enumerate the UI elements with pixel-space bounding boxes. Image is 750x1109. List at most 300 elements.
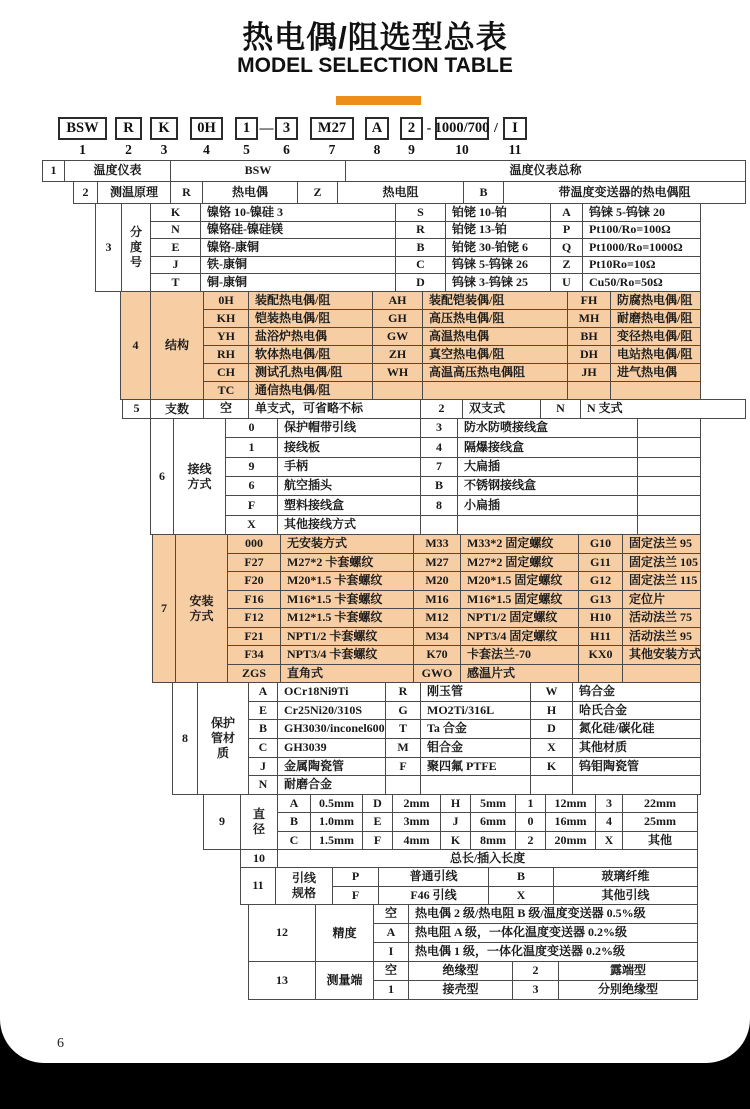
row-number-cell: 1 xyxy=(42,160,65,182)
table-cell: 22mm xyxy=(622,794,698,813)
table-cell: M16 xyxy=(413,590,461,609)
table-cell: 25mm xyxy=(622,812,698,832)
table-cell: 哈氏合金 xyxy=(572,701,701,720)
table-cell: 无安装方式 xyxy=(280,534,414,554)
table-cell: A xyxy=(550,203,583,222)
model-code-box: 3 xyxy=(275,117,298,140)
row-number-cell: 4 xyxy=(120,291,151,400)
row-number-cell: 10 xyxy=(240,849,278,868)
table-cell: 钨铼 3-钨铼 25 xyxy=(445,273,551,292)
label-line: 结构 xyxy=(164,338,189,352)
table-cell: W xyxy=(530,682,573,702)
row-label-cell xyxy=(275,867,333,905)
table-cell: 软体热电偶/阻 xyxy=(248,345,373,364)
table-cell: M33 xyxy=(413,534,461,554)
table-cell: M12*1.5 卡套螺纹 xyxy=(280,608,414,628)
table-cell: F27 xyxy=(227,553,281,572)
label-line: 方式 xyxy=(189,608,214,623)
table-cell: 聚四氟 PTFE xyxy=(420,757,531,776)
table-cell: C xyxy=(248,738,278,758)
label-line: 规格 xyxy=(291,886,316,900)
code-separator: - xyxy=(426,120,432,136)
row-number-cell: 3 xyxy=(95,203,122,292)
table-cell: 6 xyxy=(225,476,278,496)
table-cell: 3 xyxy=(595,794,623,813)
table-cell: B xyxy=(488,867,554,887)
table-cell: FH xyxy=(567,291,611,310)
table-cell: M16*1.5 卡套螺纹 xyxy=(280,590,414,609)
table-cell: 1 xyxy=(515,794,546,813)
table-cell: I xyxy=(373,942,409,962)
table-cell: H10 xyxy=(578,608,623,628)
model-code-box: 0H xyxy=(190,117,223,140)
table-cell: DH xyxy=(567,345,611,364)
table-cell: B xyxy=(420,476,458,496)
label-line: 管材 xyxy=(210,731,235,745)
accent-bar xyxy=(336,96,421,105)
table-cell: 7 xyxy=(420,457,458,477)
row-label-cell xyxy=(175,534,228,683)
table-cell: 隔爆接线盒 xyxy=(457,437,638,458)
table-cell: 钨钼陶瓷管 xyxy=(572,757,701,776)
model-code-position-number: 3 xyxy=(160,142,168,157)
table-cell: N xyxy=(248,775,278,795)
table-cell: A xyxy=(248,682,278,702)
table-cell: 4 xyxy=(595,812,623,832)
model-code-position-number: 10 xyxy=(455,142,469,157)
table-cell: G xyxy=(385,701,421,720)
table-cell: 铜-康铜 xyxy=(200,273,396,292)
table-cell: GH3030/inconel600 xyxy=(277,719,386,739)
table-cell: Q xyxy=(550,238,583,257)
table-cell: T xyxy=(150,273,201,292)
table-cell: G12 xyxy=(578,571,623,591)
table-cell: 热电阻 A 级，一体化温度变送器 0.2%级 xyxy=(408,923,698,943)
table-cell: X xyxy=(595,831,623,850)
table-cell: 空 xyxy=(373,904,409,924)
page-subtitle: MODEL SELECTION TABLE xyxy=(237,54,513,77)
table-cell: K xyxy=(530,757,573,776)
table-cell: F21 xyxy=(227,627,281,646)
table-cell: G13 xyxy=(578,590,623,609)
table-cell: M20*1.5 卡套螺纹 xyxy=(280,571,414,591)
table-cell: 铂铑 30-铂铑 6 xyxy=(445,238,551,257)
table-cell: B xyxy=(248,719,278,739)
page-number: 6 xyxy=(57,1036,64,1051)
table-cell: OCr18Ni9Ti xyxy=(277,682,386,702)
model-code-box: 1 xyxy=(235,117,258,140)
table-cell: M20*1.5 固定螺纹 xyxy=(460,571,579,591)
table-cell: 铂铑 10-铂 xyxy=(445,203,551,222)
table-cell: 2 xyxy=(512,961,559,981)
table-cell: GH3039 xyxy=(277,738,386,758)
label-line: 分 xyxy=(129,225,142,239)
table-cell: 装配铠装偶/阻 xyxy=(422,291,568,310)
table-cell: M16*1.5 固定螺纹 xyxy=(460,590,579,609)
table-cell: 感温片式 xyxy=(460,664,579,683)
table-cell: F12 xyxy=(227,608,281,628)
table-cell: 保护帽带引线 xyxy=(277,418,421,438)
table-cell: 铠装热电偶/阻 xyxy=(248,309,373,328)
table-cell: 钨铼 5-钨铼 26 xyxy=(445,256,551,274)
table-cell: H xyxy=(530,701,573,720)
model-code-position-number: 7 xyxy=(328,142,336,157)
table-cell: H xyxy=(440,794,471,813)
table-cell: AH xyxy=(372,291,423,310)
table-cell: 热电偶 xyxy=(202,181,298,204)
table-cell: X xyxy=(225,515,278,535)
table-cell: K70 xyxy=(413,645,461,665)
row-number-cell: 11 xyxy=(240,867,276,905)
table-cell: E xyxy=(248,701,278,720)
row-label-cell xyxy=(150,291,204,400)
table-cell: 000 xyxy=(227,534,281,554)
table-cell: 塑料接线盒 xyxy=(277,495,421,516)
table-cell: 固定法兰 95 xyxy=(622,534,701,554)
table-cell: ZH xyxy=(372,345,423,364)
table-cell: 钨铼 5-钨铼 20 xyxy=(582,203,701,222)
table-cell: 双支式 xyxy=(462,399,541,419)
table-cell: N 支式 xyxy=(580,399,746,419)
row-label-cell xyxy=(315,904,374,962)
table-cell: R xyxy=(385,682,421,702)
table-cell: B xyxy=(277,812,311,832)
table-cell: GH xyxy=(372,309,423,328)
table-cell: E xyxy=(362,812,393,832)
model-code-position-number: 2 xyxy=(125,142,132,157)
table-cell: NPT3/4 固定螺纹 xyxy=(460,627,579,646)
table-cell: 温度仪表总称 xyxy=(345,160,746,182)
table-cell: G10 xyxy=(578,534,623,554)
table-cell: 16mm xyxy=(545,812,596,832)
row-number-cell: 12 xyxy=(248,904,316,962)
table-cell: 热电偶 1 级，一体化温度变送器 0.2%级 xyxy=(408,942,698,962)
page-title: 热电偶/阻选型总表 xyxy=(242,20,508,55)
table-cell: Z xyxy=(297,181,338,204)
table-cell xyxy=(420,775,531,795)
table-cell: M27*2 卡套螺纹 xyxy=(280,553,414,572)
table-cell: 温度仪表 xyxy=(64,160,171,182)
table-cell: 0H xyxy=(203,291,249,310)
table-cell xyxy=(637,418,701,438)
table-cell: C xyxy=(277,831,311,850)
model-code-position-number: 11 xyxy=(508,142,522,157)
table-cell: 接壳型 xyxy=(408,980,513,1000)
row-label-cell xyxy=(121,203,151,292)
table-cell: 耐磨热电偶/阻 xyxy=(610,309,701,328)
table-cell: 钨合金 xyxy=(572,682,701,702)
label-line: 保护 xyxy=(210,716,235,730)
row-number-cell: 2 xyxy=(73,181,98,204)
row-label-cell xyxy=(197,682,249,795)
table-cell: D xyxy=(362,794,393,813)
table-cell: 空 xyxy=(203,399,249,419)
table-cell: 高温热电偶 xyxy=(422,327,568,346)
row-number-cell: 13 xyxy=(248,961,316,1000)
table-cell: JH xyxy=(567,363,611,382)
table-cell: M12 xyxy=(413,608,461,628)
table-cell: 固定法兰 105 xyxy=(622,553,701,572)
table-cell: 防水防喷接线盒 xyxy=(457,418,638,438)
table-cell: 小扁插 xyxy=(457,495,638,516)
table-cell: Pt1000/Ro=1000Ω xyxy=(582,238,701,257)
table-cell: MH xyxy=(567,309,611,328)
model-code-box: M27 xyxy=(310,117,354,140)
table-cell: T xyxy=(385,719,421,739)
table-cell: 20mm xyxy=(545,831,596,850)
table-cell: N xyxy=(150,221,201,239)
table-cell: J xyxy=(248,757,278,776)
table-cell: U xyxy=(550,273,583,292)
table-cell: 不锈钢接线盒 xyxy=(457,476,638,496)
table-cell: 单支式，可省略不标 xyxy=(248,399,421,419)
table-cell: 8 xyxy=(420,495,458,516)
model-code-box: 1000/700 xyxy=(435,117,489,140)
row-label-cell xyxy=(315,961,374,1000)
table-cell: Pt100/Ro=100Ω xyxy=(582,221,701,239)
table-cell: H11 xyxy=(578,627,623,646)
model-code-position-number: 4 xyxy=(203,142,210,157)
table-cell: 1.0mm xyxy=(310,812,363,832)
table-cell: A xyxy=(277,794,311,813)
table-cell: BH xyxy=(567,327,611,346)
label-line: 直 xyxy=(252,807,265,821)
model-code-box: R xyxy=(115,117,142,140)
label-line: 引线 xyxy=(291,871,316,885)
table-cell: 高温高压热电偶阻 xyxy=(422,363,568,382)
label-line: 测量端 xyxy=(326,973,363,987)
table-cell: WH xyxy=(372,363,423,382)
table-cell: 1 xyxy=(373,980,409,1000)
model-code-position-number: 1 xyxy=(79,142,86,157)
table-cell: 刚玉管 xyxy=(420,682,531,702)
table-cell xyxy=(530,775,573,795)
table-cell: 测试孔热电偶/阻 xyxy=(248,363,373,382)
table-cell: NPT3/4 卡套螺纹 xyxy=(280,645,414,665)
table-cell: F20 xyxy=(227,571,281,591)
table-cell: K xyxy=(150,203,201,222)
table-cell: 其他 xyxy=(622,831,698,850)
table-cell: D xyxy=(530,719,573,739)
table-cell: 活动法兰 95 xyxy=(622,627,701,646)
table-cell: 航空插头 xyxy=(277,476,421,496)
table-cell: 12mm xyxy=(545,794,596,813)
model-code-box: 2 xyxy=(400,117,423,140)
table-cell: G11 xyxy=(578,553,623,572)
table-cell: P xyxy=(332,867,379,887)
table-cell: S xyxy=(395,203,446,222)
table-cell: 手柄 xyxy=(277,457,421,477)
table-cell: Cr25Ni20/310S xyxy=(277,701,386,720)
table-cell xyxy=(572,775,701,795)
table-cell: M27*2 固定螺纹 xyxy=(460,553,579,572)
model-code-box: I xyxy=(503,117,527,140)
row-number-cell: 5 xyxy=(122,399,151,419)
table-cell xyxy=(637,495,701,516)
table-cell: F xyxy=(385,757,421,776)
model-code-box: BSW xyxy=(58,117,107,140)
table-cell: 镍铬 10-镍硅 3 xyxy=(200,203,396,222)
table-cell: 防腐热电偶/阻 xyxy=(610,291,701,310)
table-cell xyxy=(637,515,701,535)
table-cell: ZGS xyxy=(227,664,281,683)
table-cell: 直角式 xyxy=(280,664,414,683)
table-cell: 3 xyxy=(420,418,458,438)
table-cell: RH xyxy=(203,345,249,364)
table-cell xyxy=(385,775,421,795)
table-cell: 通信热电偶/阻 xyxy=(248,381,373,400)
table-cell: 镍铬硅-镍硅镁 xyxy=(200,221,396,239)
table-cell: F xyxy=(362,831,393,850)
table-cell xyxy=(610,381,701,400)
table-cell: F xyxy=(332,886,379,905)
table-cell: N xyxy=(540,399,581,419)
label-line: 径 xyxy=(252,822,265,836)
table-cell: J xyxy=(150,256,201,274)
table-cell: 3mm xyxy=(392,812,441,832)
table-cell: 总长/插入长度 xyxy=(277,849,698,868)
table-cell: 接线板 xyxy=(277,437,421,458)
table-cell xyxy=(637,476,701,496)
table-cell: 带温度变送器的热电偶阻 xyxy=(503,181,746,204)
code-separator: / xyxy=(494,120,498,136)
code-separator: — xyxy=(259,120,274,136)
table-cell: Z xyxy=(550,256,583,274)
table-cell: M xyxy=(385,738,421,758)
table-cell: 盐浴炉热电偶 xyxy=(248,327,373,346)
table-cell: NPT1/2 固定螺纹 xyxy=(460,608,579,628)
table-cell: 玻璃纤维 xyxy=(553,867,698,887)
table-cell: 钼合金 xyxy=(420,738,531,758)
table-cell: MO2Ti/316L xyxy=(420,701,531,720)
label-line: 度 xyxy=(129,240,142,254)
table-cell xyxy=(372,381,423,400)
table-cell: 耐磨合金 xyxy=(277,775,386,795)
table-cell: CH xyxy=(203,363,249,382)
table-cell xyxy=(637,457,701,477)
model-code-box: K xyxy=(150,117,178,140)
row-number-cell: 6 xyxy=(150,418,174,535)
table-cell: 6mm xyxy=(470,812,516,832)
table-cell: 高压热电偶/阻 xyxy=(422,309,568,328)
table-cell: 1.5mm xyxy=(310,831,363,850)
table-cell: 绝缘型 xyxy=(408,961,513,981)
label-line: 精度 xyxy=(332,925,357,940)
table-cell: 热电阻 xyxy=(337,181,464,204)
model-code-box: A xyxy=(365,117,389,140)
table-cell: P xyxy=(550,221,583,239)
table-cell xyxy=(457,515,638,535)
table-cell: C xyxy=(395,256,446,274)
row-label-cell xyxy=(240,794,278,850)
table-cell: KH xyxy=(203,309,249,328)
table-cell xyxy=(567,381,611,400)
table-cell: 装配热电偶/阻 xyxy=(248,291,373,310)
table-cell: 5mm xyxy=(470,794,516,813)
table-cell: 2 xyxy=(420,399,463,419)
table-cell: GWO xyxy=(413,664,461,683)
table-cell: 0.5mm xyxy=(310,794,363,813)
label-line: 安装 xyxy=(189,593,214,608)
table-cell: 8mm xyxy=(470,831,516,850)
table-cell: 9 xyxy=(225,457,278,477)
table-cell: 其他引线 xyxy=(553,886,698,905)
model-code-position-number: 9 xyxy=(408,142,415,157)
row-number-cell: 8 xyxy=(172,682,198,795)
table-cell: 氮化硅/碳化硅 xyxy=(572,719,701,739)
table-cell: 大扁插 xyxy=(457,457,638,477)
label-line: 质 xyxy=(216,746,229,760)
table-cell: 其他安装方式 xyxy=(622,645,701,665)
table-cell: 卡套法兰-70 xyxy=(460,645,579,665)
table-cell xyxy=(578,664,623,683)
row-label-cell xyxy=(173,418,226,535)
label-line: 接线 xyxy=(187,461,212,476)
table-cell: 测温原理 xyxy=(97,181,171,204)
table-cell: K xyxy=(440,831,471,850)
table-cell: 普通引线 xyxy=(378,867,489,887)
table-cell: E xyxy=(150,238,201,257)
table-cell: Ta 合金 xyxy=(420,719,531,739)
table-cell: TC xyxy=(203,381,249,400)
table-cell: 定位片 xyxy=(622,590,701,609)
label-line: 方式 xyxy=(187,476,212,491)
table-cell: 真空热电偶/阻 xyxy=(422,345,568,364)
table-cell: 4 xyxy=(420,437,458,458)
table-cell: F46 引线 xyxy=(378,886,489,905)
table-cell: 3 xyxy=(512,980,559,1000)
table-cell: 金属陶瓷管 xyxy=(277,757,386,776)
table-cell: 露端型 xyxy=(558,961,698,981)
table-cell: 固定法兰 115 xyxy=(622,571,701,591)
table-cell: NPT1/2 卡套螺纹 xyxy=(280,627,414,646)
table-cell: B xyxy=(395,238,446,257)
table-cell xyxy=(422,381,568,400)
table-cell: M20 xyxy=(413,571,461,591)
table-cell: 1 xyxy=(225,437,278,458)
table-cell xyxy=(637,437,701,458)
table-cell: 4mm xyxy=(392,831,441,850)
table-cell: Pt10Ro=10Ω xyxy=(582,256,701,274)
table-cell: R xyxy=(395,221,446,239)
label-line: 号 xyxy=(129,255,142,269)
table-cell: 2 xyxy=(515,831,546,850)
table-cell: 其他接线方式 xyxy=(277,515,421,535)
table-cell: 0 xyxy=(515,812,546,832)
table-cell: M33*2 固定螺纹 xyxy=(460,534,579,554)
table-cell: B xyxy=(463,181,504,204)
table-cell: F16 xyxy=(227,590,281,609)
table-cell: A xyxy=(373,923,409,943)
table-cell: BSW xyxy=(170,160,346,182)
table-cell: YH xyxy=(203,327,249,346)
table-cell xyxy=(420,515,458,535)
table-cell: F xyxy=(225,495,278,516)
table-cell: 铂铑 13-铂 xyxy=(445,221,551,239)
table-cell: M27 xyxy=(413,553,461,572)
table-cell: J xyxy=(440,812,471,832)
table-cell: X xyxy=(488,886,554,905)
table-cell: 活动法兰 75 xyxy=(622,608,701,628)
table-cell: GW xyxy=(372,327,423,346)
table-cell: R xyxy=(170,181,203,204)
row-number-cell: 7 xyxy=(152,534,176,683)
table-cell: X xyxy=(530,738,573,758)
table-cell: 其他材质 xyxy=(572,738,701,758)
table-cell: 分别绝缘型 xyxy=(558,980,698,1000)
table-cell: 热电偶 2 级/热电阻 B 级/温度变送器 0.5%级 xyxy=(408,904,698,924)
table-cell: 变径热电偶/阻 xyxy=(610,327,701,346)
